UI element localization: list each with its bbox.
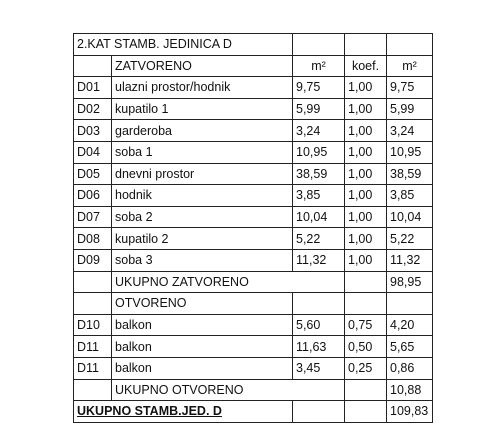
- room-area: 5,60: [293, 314, 345, 336]
- room-name: soba 3: [112, 249, 293, 271]
- room-code: D04: [74, 141, 112, 163]
- room-code: D06: [74, 185, 112, 207]
- table-row: [74, 357, 433, 379]
- room-name: kupatilo 1: [112, 98, 293, 120]
- room-coef: 0,75: [345, 314, 387, 336]
- room-area: 3,45: [293, 357, 345, 379]
- table-row: [74, 249, 433, 271]
- column-header-area: m²: [293, 55, 345, 77]
- room-total: 5,65: [387, 336, 433, 358]
- room-total: 5,99: [387, 98, 433, 120]
- section-closed-label: ZATVORENO: [112, 55, 293, 77]
- room-total: 11,32: [387, 249, 433, 271]
- room-area: 38,59: [293, 163, 345, 185]
- room-code: D02: [74, 98, 112, 120]
- room-area: 9,75: [293, 77, 345, 99]
- section-open-label: OTVORENO: [112, 293, 293, 315]
- room-code: D11: [74, 336, 112, 358]
- room-area: 11,63: [293, 336, 345, 358]
- room-name: soba 2: [112, 206, 293, 228]
- table-row: [74, 98, 433, 120]
- column-header-coef: koef.: [345, 55, 387, 77]
- open-total-value: 10,88: [387, 379, 433, 401]
- closed-total-label: UKUPNO ZATVORENO: [112, 271, 345, 293]
- room-name: balkon: [112, 357, 293, 379]
- room-name: hodnik: [112, 185, 293, 207]
- table-row: [74, 120, 433, 142]
- room-coef: 1,00: [345, 249, 387, 271]
- table-row: [74, 206, 433, 228]
- room-area: 5,22: [293, 228, 345, 250]
- table-row: [74, 228, 433, 250]
- room-total: 5,22: [387, 228, 433, 250]
- room-code: D09: [74, 249, 112, 271]
- room-code: D08: [74, 228, 112, 250]
- open-total-row: [74, 379, 433, 401]
- room-code: D05: [74, 163, 112, 185]
- room-name: ulazni prostor/hodnik: [112, 77, 293, 99]
- room-code: D01: [74, 77, 112, 99]
- open-total-label: UKUPNO OTVORENO: [112, 379, 345, 401]
- room-total: 9,75: [387, 77, 433, 99]
- room-code: D07: [74, 206, 112, 228]
- closed-total-row: [74, 271, 433, 293]
- open-section-row: [74, 293, 433, 315]
- room-total: 4,20: [387, 314, 433, 336]
- room-area: 3,85: [293, 185, 345, 207]
- room-coef: 1,00: [345, 141, 387, 163]
- room-area: 3,24: [293, 120, 345, 142]
- room-code: D11: [74, 357, 112, 379]
- room-coef: 1,00: [345, 120, 387, 142]
- header-row: [74, 55, 433, 77]
- room-total: 3,85: [387, 185, 433, 207]
- room-total: 10,95: [387, 141, 433, 163]
- room-coef: 1,00: [345, 77, 387, 99]
- room-coef: 1,00: [345, 98, 387, 120]
- room-area: 10,95: [293, 141, 345, 163]
- table-row: [74, 314, 433, 336]
- room-area: 5,99: [293, 98, 345, 120]
- grand-total-label: UKUPNO STAMB.JED. D: [74, 401, 293, 423]
- room-coef: 1,00: [345, 163, 387, 185]
- area-table: [73, 33, 433, 423]
- room-area: 10,04: [293, 206, 345, 228]
- room-area: 11,32: [293, 249, 345, 271]
- room-code: D10: [74, 314, 112, 336]
- room-coef: 0,50: [345, 336, 387, 358]
- column-header-area-total: m²: [387, 55, 433, 77]
- room-name: dnevni prostor: [112, 163, 293, 185]
- table-row: [74, 77, 433, 99]
- room-total: 38,59: [387, 163, 433, 185]
- room-name: garderoba: [112, 120, 293, 142]
- room-total: 10,04: [387, 206, 433, 228]
- room-coef: 1,00: [345, 228, 387, 250]
- room-total: 3,24: [387, 120, 433, 142]
- room-name: balkon: [112, 314, 293, 336]
- room-coef: 0,25: [345, 357, 387, 379]
- room-name: kupatilo 2: [112, 228, 293, 250]
- room-total: 0,86: [387, 357, 433, 379]
- closed-total-value: 98,95: [387, 271, 433, 293]
- table-row: [74, 336, 433, 358]
- title-row: [74, 34, 433, 56]
- room-coef: 1,00: [345, 206, 387, 228]
- table-row: [74, 141, 433, 163]
- room-code: D03: [74, 120, 112, 142]
- grand-total-value: 109,83: [387, 401, 433, 423]
- table-row: [74, 185, 433, 207]
- grand-total-row: [74, 401, 433, 423]
- table-row: [74, 163, 433, 185]
- room-name: soba 1: [112, 141, 293, 163]
- room-name: balkon: [112, 336, 293, 358]
- room-coef: 1,00: [345, 185, 387, 207]
- table-title: 2.KAT STAMB. JEDINICA D: [74, 34, 293, 56]
